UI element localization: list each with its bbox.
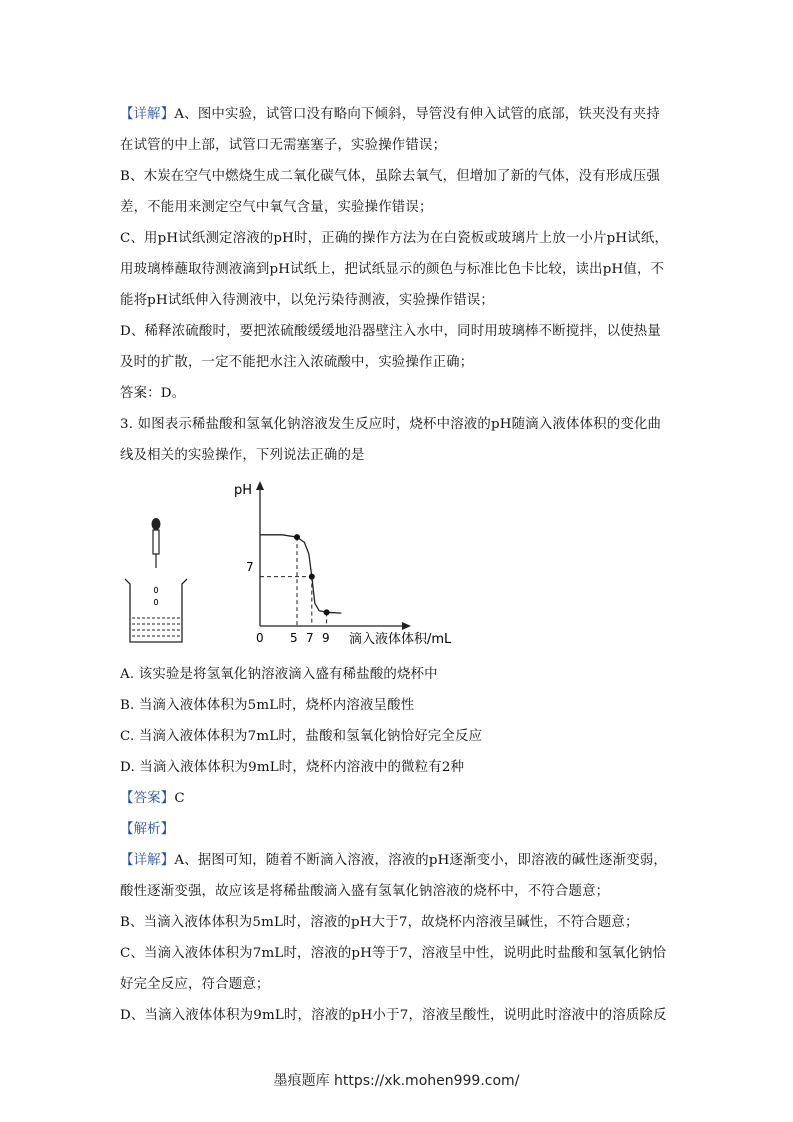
text-line: 答案：D。 — [120, 386, 186, 401]
y-tick-label: 7 — [246, 560, 254, 574]
option-b: B. 当滴入液体体积为5mL时，烧杯内溶液呈酸性 — [120, 698, 415, 713]
x-tick-label: 0 — [256, 631, 264, 645]
beaker-icon — [125, 579, 187, 642]
ph-curve — [260, 535, 341, 613]
option-d: D. 当滴入液体体积为9mL时，烧杯内溶液中的微粒有2种 — [120, 760, 465, 775]
analysis-heading: 【解析】 — [120, 822, 175, 837]
question-stem: 3. 如图表示稀盐酸和氢氧化钠溶液发生反应时，烧杯中溶液的pH随滴入液体体积的变化曲 — [120, 417, 662, 432]
figure — [120, 478, 500, 653]
text-line: 好完全反应，符合题意； — [120, 977, 270, 992]
text-line: C、用pH试纸测定溶液的pH时，正确的操作方法为在白瓷板或玻璃片上放一小片pH试纸， — [120, 231, 669, 246]
text-line: 差，不能用来测定空气中氧气含量，实验操作错误； — [120, 200, 433, 215]
y-axis-label: pH — [234, 483, 253, 498]
footer-watermark: 墨痕题库 https://xk.mohen999.com/ — [273, 1073, 520, 1089]
data-point — [309, 574, 315, 580]
ph-figure-svg — [120, 478, 500, 653]
text-line: 能将pH试纸伸入待测液中，以免污染待测液，实验操作错误； — [120, 293, 495, 308]
x-tick-label: 7 — [306, 631, 314, 645]
answer-line: 【答案】C — [120, 791, 185, 806]
section-tag: 【详解】 — [120, 107, 175, 122]
x-tick-label: 9 — [322, 631, 330, 645]
text-line: 在试管的中上部，试管口无需塞塞子，实验操作错误； — [120, 138, 447, 153]
text-line: D、稀释浓硫酸时，要把浓硫酸缓缓地沿器壁注入水中，同时用玻璃棒不断搅拌，以使热量 — [120, 324, 661, 339]
option-a: A. 该实验是将氢氧化钠溶液滴入盛有稀盐酸的烧杯中 — [120, 667, 438, 682]
text-line: C、当滴入液体体积为7mL时，溶液的pH等于7，溶液呈中性，说明此时盐酸和氢氧化钠恰 — [120, 946, 667, 961]
text-line: 及时的扩散，一定不能把水注入浓硫酸中，实验操作正确； — [120, 355, 474, 370]
text-line: B、木炭在空气中燃烧生成二氧化碳气体，虽除去氧气，但增加了新的气体，没有形成压强 — [120, 169, 661, 184]
data-point — [294, 534, 300, 540]
dropper-icon — [152, 518, 161, 568]
question-stem: 线及相关的实验操作，下列说法正确的是 — [120, 448, 365, 463]
chart-axes — [256, 481, 411, 630]
option-c: C. 当滴入液体体积为7mL时，盐酸和氢氧化钠恰好完全反应 — [120, 729, 483, 744]
text-line: D、当滴入液体体积为9mL时，溶液的pH小于7，溶液呈酸性，说明此时溶液中的溶质除反 — [120, 1008, 667, 1023]
text-line: 用玻璃棒蘸取待测液滴到pH试纸上，把试纸显示的颜色与标准比色卡比较，读出pH值，不 — [120, 262, 665, 277]
text-line: 【详解】A、据图可知，随着不断滴入溶液，溶液的pH逐渐变小，即溶液的碱性逐渐变弱， — [120, 853, 667, 868]
text-line: B、当滴入液体体积为5mL时，溶液的pH大于7，故烧杯内溶液呈碱性，不符合题意； — [120, 915, 639, 930]
text-line: 【详解】A、图中实验，试管口没有略向下倾斜，导管没有伸入试管的底部，铁夹没有夹持 — [120, 107, 660, 122]
x-axis-label: 滴入液体体积/mL — [349, 632, 452, 647]
data-point — [324, 609, 330, 615]
x-tick-label: 5 — [290, 631, 298, 645]
text-line: 酸性逐渐变强，故应该是将稀盐酸滴入盛有氢氧化钠溶液的烧杯中，不符合题意； — [120, 884, 610, 899]
